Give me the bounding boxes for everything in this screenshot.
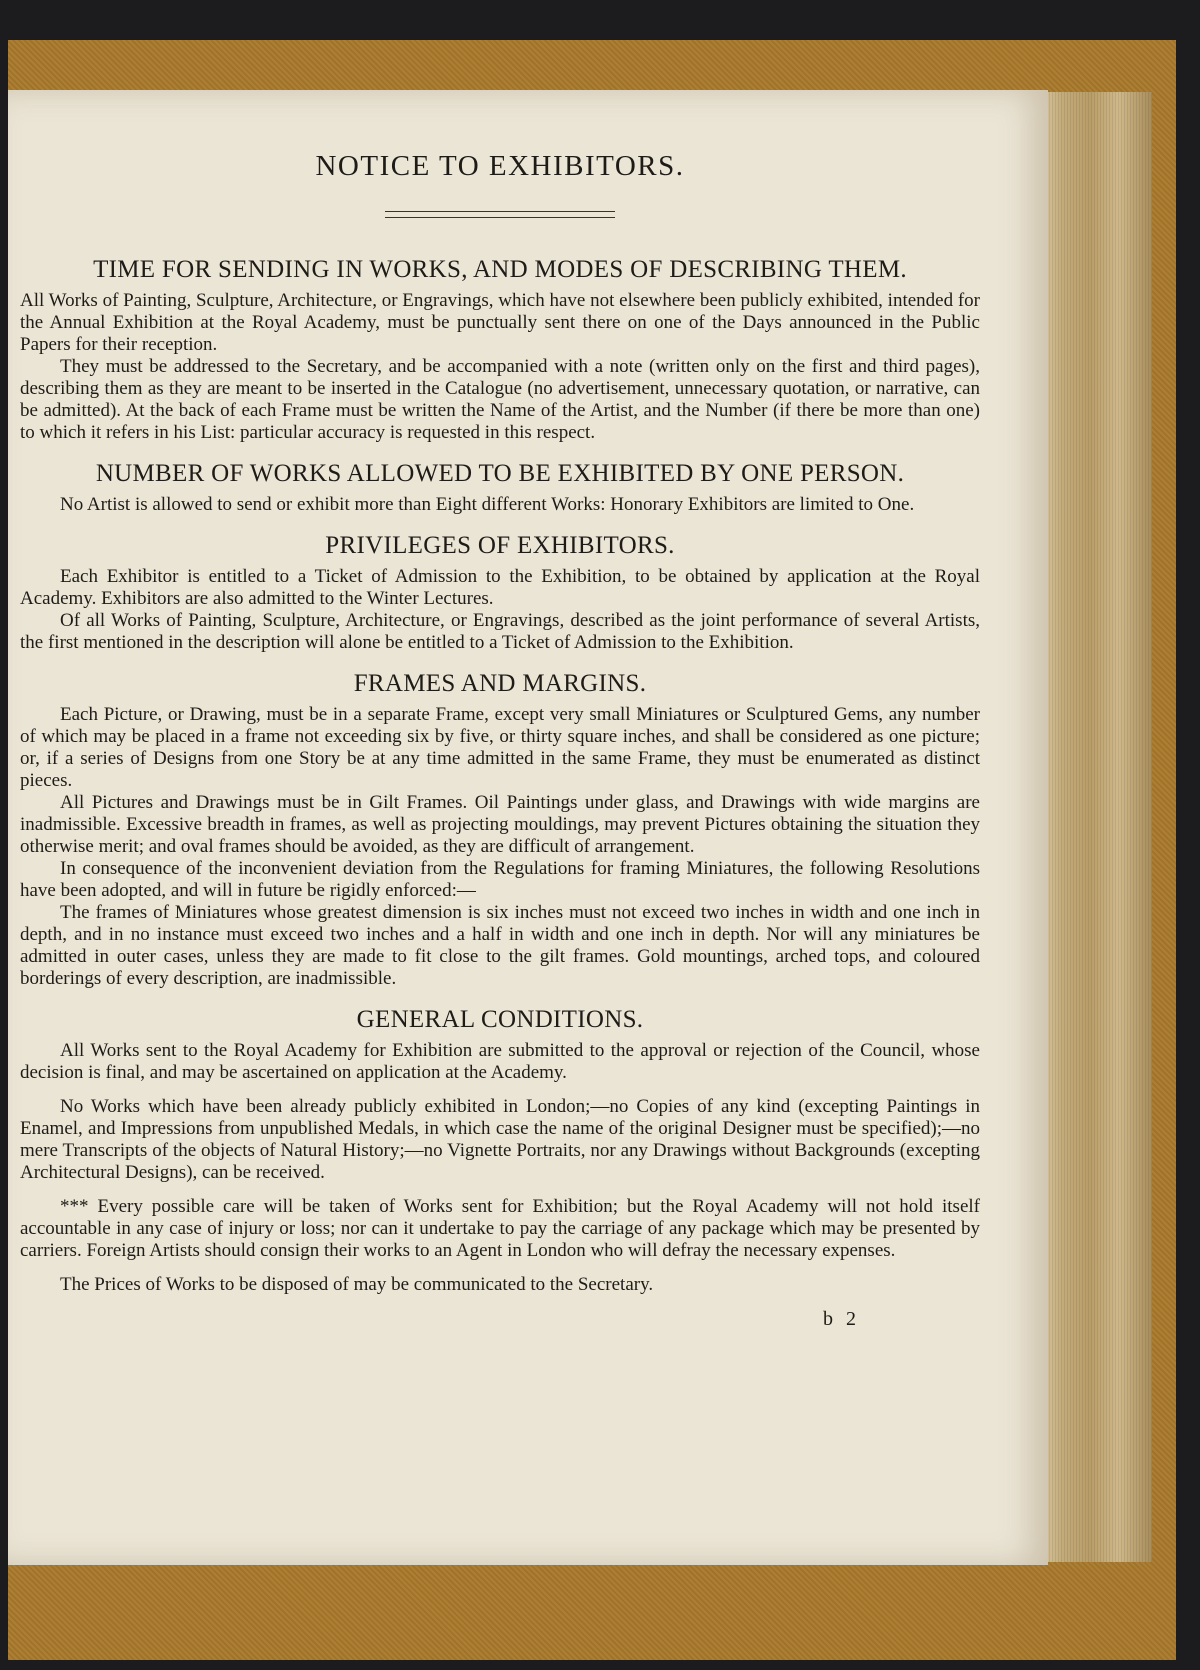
paragraph: The Prices of Works to be disposed of may be communicated to the Secretary.: [60, 1274, 654, 1295]
paragraph: Each Picture, or Drawing, must be in a separate Frame, except very small Miniatures or Sculptured Gems, any number of which may be placed in a frame not exceeding six by five, or thirty square inches, and shall be considered as one picture; or, if a series of Designs from one Story be at any time admitted in the same Frame, they must be enumerated as distinct pieces.: [20, 704, 980, 791]
page-content: [20, 150, 980, 1331]
section-heading-conditions: GENERAL CONDITIONS.: [356, 1006, 644, 1033]
paragraph: *** Every possible care will be taken of Works sent for Exhibition; but the Royal Academy will not hold itself accountable in any case of injury or loss; nor can it undertake to pay the carriage of any package which may be presented by carriers. Foreign Artists should consign their works to an Agent in London who will defray the necessary expenses.: [20, 1196, 980, 1261]
paragraph: All Works sent to the Royal Academy for Exhibition are submitted to the approval or rejection of the Council, whose decision is final, and may be ascertained on application at the Academy.: [20, 1040, 980, 1083]
section-heading-frames: FRAMES AND MARGINS.: [353, 670, 647, 697]
paragraph: No Artist is allowed to send or exhibit more than Eight different Works: Honorary Exhibitors are limited to One.: [60, 494, 915, 515]
section-heading-number: NUMBER OF WORKS ALLOWED TO BE EXHIBITED BY ONE PERSON.: [95, 460, 905, 487]
spacer: [20, 1084, 980, 1096]
paragraph: They must be addressed to the Secretary, and be accompanied with a note (written only on the first and third pages), describing them as they are meant to be inserted in the Catalogue (no advertisement, unnecessary quotation, or narrative, can be admitted). At the back of each Frame must be written the Name of the Artist, and the Number (if there be more than one) to which it refers in his List: particular accuracy is requested in this respect.: [20, 356, 980, 443]
paragraph: The frames of Miniatures whose greatest dimension is six inches must not exceed two inches in width and one inch in depth, and in no instance must exceed two inches and a half in width and one inch in depth. Nor will any miniatures be admitted in outer cases, unless they are made to fit close to the gilt frames. Gold mountings, arched tops, and coloured borderings of every description, are inadmissible.: [20, 902, 980, 989]
paragraph: All Works of Painting, Sculpture, Architecture, or Engravings, which have not elsewhere been publicly exhibited, intended for the Annual Exhibition at the Royal Academy, must be punctually sent there on one of the Days announced in the Public Papers for their reception.: [20, 290, 981, 355]
spacer: [20, 1262, 980, 1274]
page-edges: [1040, 92, 1152, 1562]
paragraph: All Pictures and Drawings must be in Gilt Frames. Oil Paintings under glass, and Drawings with wide margins are inadmissible. Excessive breadth in frames, as well as projecting mouldings, may prevent Pictures obtaining the situation they otherwise merit; and oval frames should be avoided, as they are difficult of arrangement.: [20, 792, 980, 857]
paragraph: Each Exhibitor is entitled to a Ticket of Admission to the Exhibition, to be obtained by application at the Royal Academy. Exhibitors are also admitted to the Winter Lectures.: [20, 566, 980, 609]
signature-mark: b 2: [823, 1308, 860, 1330]
section-heading-sending: TIME FOR SENDING IN WORKS, AND MODES OF DESCRIBING THEM.: [93, 256, 907, 283]
spacer: [20, 1184, 980, 1196]
book-page: [8, 90, 1048, 1565]
page-title: NOTICE TO EXHIBITORS.: [315, 150, 685, 182]
title-rule: [385, 211, 615, 218]
paragraph: No Works which have been already publicly exhibited in London;—no Copies of any kind (excepting Paintings in Enamel, and Impressions from unpublished Medals, in which case the name of the original Designer must be specified);—no mere Transcripts of the objects of Natural History;—no Vignette Portraits, nor any Drawings without Backgrounds (excepting Architectural Designs), can be received.: [20, 1096, 980, 1183]
paragraph: In consequence of the inconvenient deviation from the Regulations for framing Miniatures, the following Resolutions have been adopted, and will in future be rigidly enforced:—: [20, 858, 980, 901]
paragraph: Of all Works of Painting, Sculpture, Architecture, or Engravings, described as the joint performance of several Artists, the first mentioned in the description will alone be entitled to a Ticket of Admission to the Exhibition.: [20, 610, 980, 653]
section-heading-privileges: PRIVILEGES OF EXHIBITORS.: [325, 532, 675, 559]
